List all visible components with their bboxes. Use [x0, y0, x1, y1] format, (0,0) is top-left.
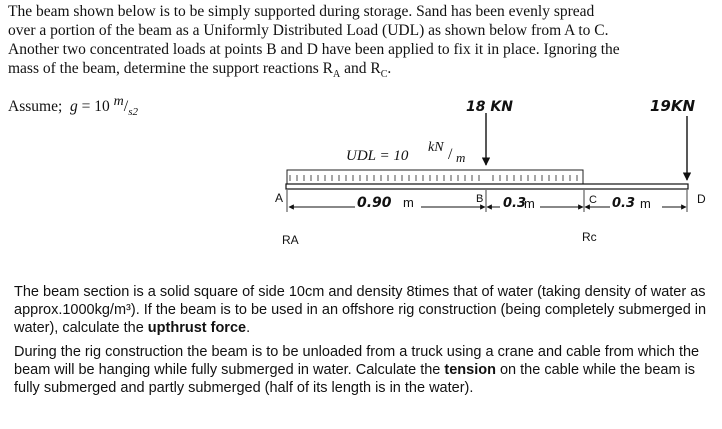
tension-question: [14, 343, 720, 397]
dim-cd-unit: m: [640, 196, 651, 211]
tension-bold: tension: [444, 362, 496, 378]
assume-label: Assume;: [8, 98, 63, 115]
g-unit-top: m: [113, 94, 124, 109]
point-c-label: C: [589, 194, 597, 206]
load-b-label: 18 KN: [466, 99, 513, 115]
svg-text:/: /: [448, 146, 453, 163]
udl-unit-bottom: m: [456, 150, 466, 165]
g-equals: = 10: [77, 98, 114, 115]
point-d-label: D: [697, 192, 706, 206]
svg-text:UDL = 10: [346, 148, 409, 164]
dim-cd-value: 0.3: [612, 196, 636, 211]
tension-question-end: on the cable while the beam is fully submerged and partly submerged (half of its length is in the water).: [14, 362, 696, 396]
dim-ab-unit: m: [403, 195, 414, 210]
problem-line-4-end: .: [387, 60, 392, 77]
question-section-2: [14, 283, 720, 403]
udl-label: UDL = 10: [346, 148, 409, 164]
subscript-c: C: [380, 69, 388, 81]
dim-bc-unit: m: [524, 196, 535, 211]
load-d-label: 19KN: [650, 97, 696, 115]
dim-ab-value: 0.90: [357, 195, 392, 211]
g-unit-bottom: s2: [128, 106, 138, 118]
g-symbol: g: [70, 98, 78, 115]
udl-block: [287, 170, 583, 184]
problem-line-4-mid: and R: [340, 60, 381, 77]
beam: [286, 184, 688, 189]
udl-unit-top: kN: [428, 140, 444, 155]
upthrust-question-text: The beam section is a solid square of side 10cm and density 8times that of water (taking density of water as approx.1000kg/m³). If the beam is to be used in an offshore rig construction (being completely submerged in water), calculate the: [14, 284, 707, 336]
upthrust-bold: upthrust force: [147, 320, 247, 336]
point-a-label: A: [275, 191, 284, 205]
upthrust-question: [14, 283, 720, 337]
upthrust-question-end: .: [246, 320, 251, 336]
tension-question-text: During the rig construction the beam is to be unloaded from a truck using a crane and cable from which the beam will be hanging while fully submerged in water. Calculate the: [14, 344, 700, 378]
problem-line-3: Another two concentrated loads at points B and D have been applied to fix it in place. Ignoring the: [8, 41, 620, 58]
reaction-a-label: RA: [282, 233, 299, 247]
assumption-line: Assume; g = 10 $m/_{s2}$: [8, 94, 138, 118]
problem-line-4-text: mass of the beam, determine the support reactions R: [8, 60, 333, 77]
dim-bc-value: 0.3: [503, 196, 527, 211]
reaction-c-label: Rc: [582, 230, 597, 244]
problem-line-2: over a portion of the beam as a Uniformly Distributed Load (UDL) as shown below from A to C.: [8, 22, 609, 39]
problem-line-1: The beam shown below is to be simply supported during storage. Sand has been evenly spread: [8, 3, 595, 20]
point-b-label: B: [476, 193, 484, 205]
subscript-a: A: [332, 69, 341, 81]
